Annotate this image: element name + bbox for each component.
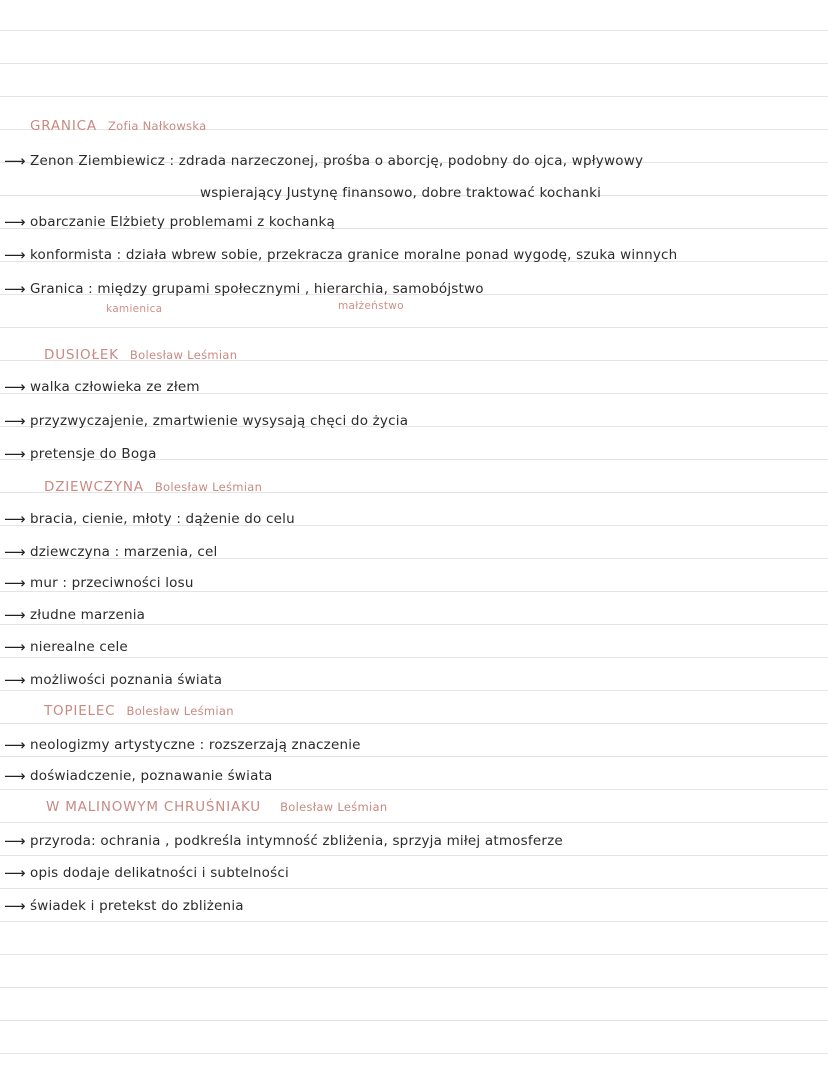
- section-title-dziewczyna: DZIEWCZYNA Bolesław Leśmian: [44, 479, 263, 495]
- list-item: walka człowieka ze złem: [30, 379, 200, 395]
- list-item: dziewczyna : marzenia, cel: [30, 544, 218, 560]
- arrow-right-icon: ⟶: [4, 574, 26, 592]
- arrow-right-icon: ⟶: [4, 543, 26, 561]
- arrow-right-icon: ⟶: [4, 606, 26, 624]
- section-title-topielec: TOPIELEC Bolesław Leśmian: [44, 703, 234, 719]
- list-item: przyroda: ochrania , podkreśla intymność zbliżenia, sprzyja miłej atmosferze: [30, 833, 563, 849]
- arrow-right-icon: ⟶: [4, 152, 26, 170]
- section-title-granica: GRANICA Zofia Nałkowska: [30, 118, 207, 134]
- arrow-right-icon: ⟶: [4, 510, 26, 528]
- list-item: bracia, cienie, młoty : dążenie do celu: [30, 511, 295, 527]
- section-title-chrusniak: W MALINOWYM CHRUŚNIAKU Bolesław Leśmian: [46, 799, 388, 815]
- list-item: nierealne cele: [30, 639, 128, 655]
- list-item: obarczanie Elżbiety problemami z kochanką: [30, 214, 336, 230]
- arrow-right-icon: ⟶: [4, 736, 26, 754]
- list-item: złudne marzenia: [30, 607, 146, 623]
- list-item: Granica : między grupami społecznymi , hierarchia, samobójstwo: [30, 281, 484, 297]
- arrow-right-icon: ⟶: [4, 412, 26, 430]
- list-item: opis dodaje delikatności i subtelności: [30, 865, 289, 881]
- arrow-right-icon: ⟶: [4, 213, 26, 231]
- arrow-right-icon: ⟶: [4, 638, 26, 656]
- arrow-right-icon: ⟶: [4, 280, 26, 298]
- list-item: świadek i pretekst do zbliżenia: [30, 898, 244, 914]
- section-title-dusiolek: DUSIOŁEK Bolesław Leśmian: [44, 347, 238, 363]
- list-item: pretensje do Boga: [30, 446, 157, 462]
- list-item: konformista : działa wbrew sobie, przekracza granice moralne ponad wygodę, szuka winnych: [30, 247, 678, 263]
- arrow-right-icon: ⟶: [4, 864, 26, 882]
- list-item: Zenon Ziembiewicz : zdrada narzeczonej, prośba o aborcję, podobny do ojca, wpływowy: [30, 153, 644, 169]
- list-item: neologizmy artystyczne : rozszerzają znaczenie: [30, 737, 361, 753]
- list-item: przyzwyczajenie, zmartwienie wysysają chęci do życia: [30, 413, 409, 429]
- list-item-continuation: wspierający Justynę finansowo, dobre traktować kochanki: [200, 185, 602, 201]
- annotation-malzenstwo: małżeństwo: [338, 300, 404, 312]
- arrow-right-icon: ⟶: [4, 671, 26, 689]
- arrow-right-icon: ⟶: [4, 445, 26, 463]
- list-item: możliwości poznania świata: [30, 672, 223, 688]
- arrow-right-icon: ⟶: [4, 767, 26, 785]
- annotation-kamienica: kamienica: [106, 303, 163, 315]
- arrow-right-icon: ⟶: [4, 897, 26, 915]
- arrow-right-icon: ⟶: [4, 246, 26, 264]
- arrow-right-icon: ⟶: [4, 378, 26, 396]
- arrow-right-icon: ⟶: [4, 832, 26, 850]
- list-item: doświadczenie, poznawanie świata: [30, 768, 273, 784]
- list-item: mur : przeciwności losu: [30, 575, 194, 591]
